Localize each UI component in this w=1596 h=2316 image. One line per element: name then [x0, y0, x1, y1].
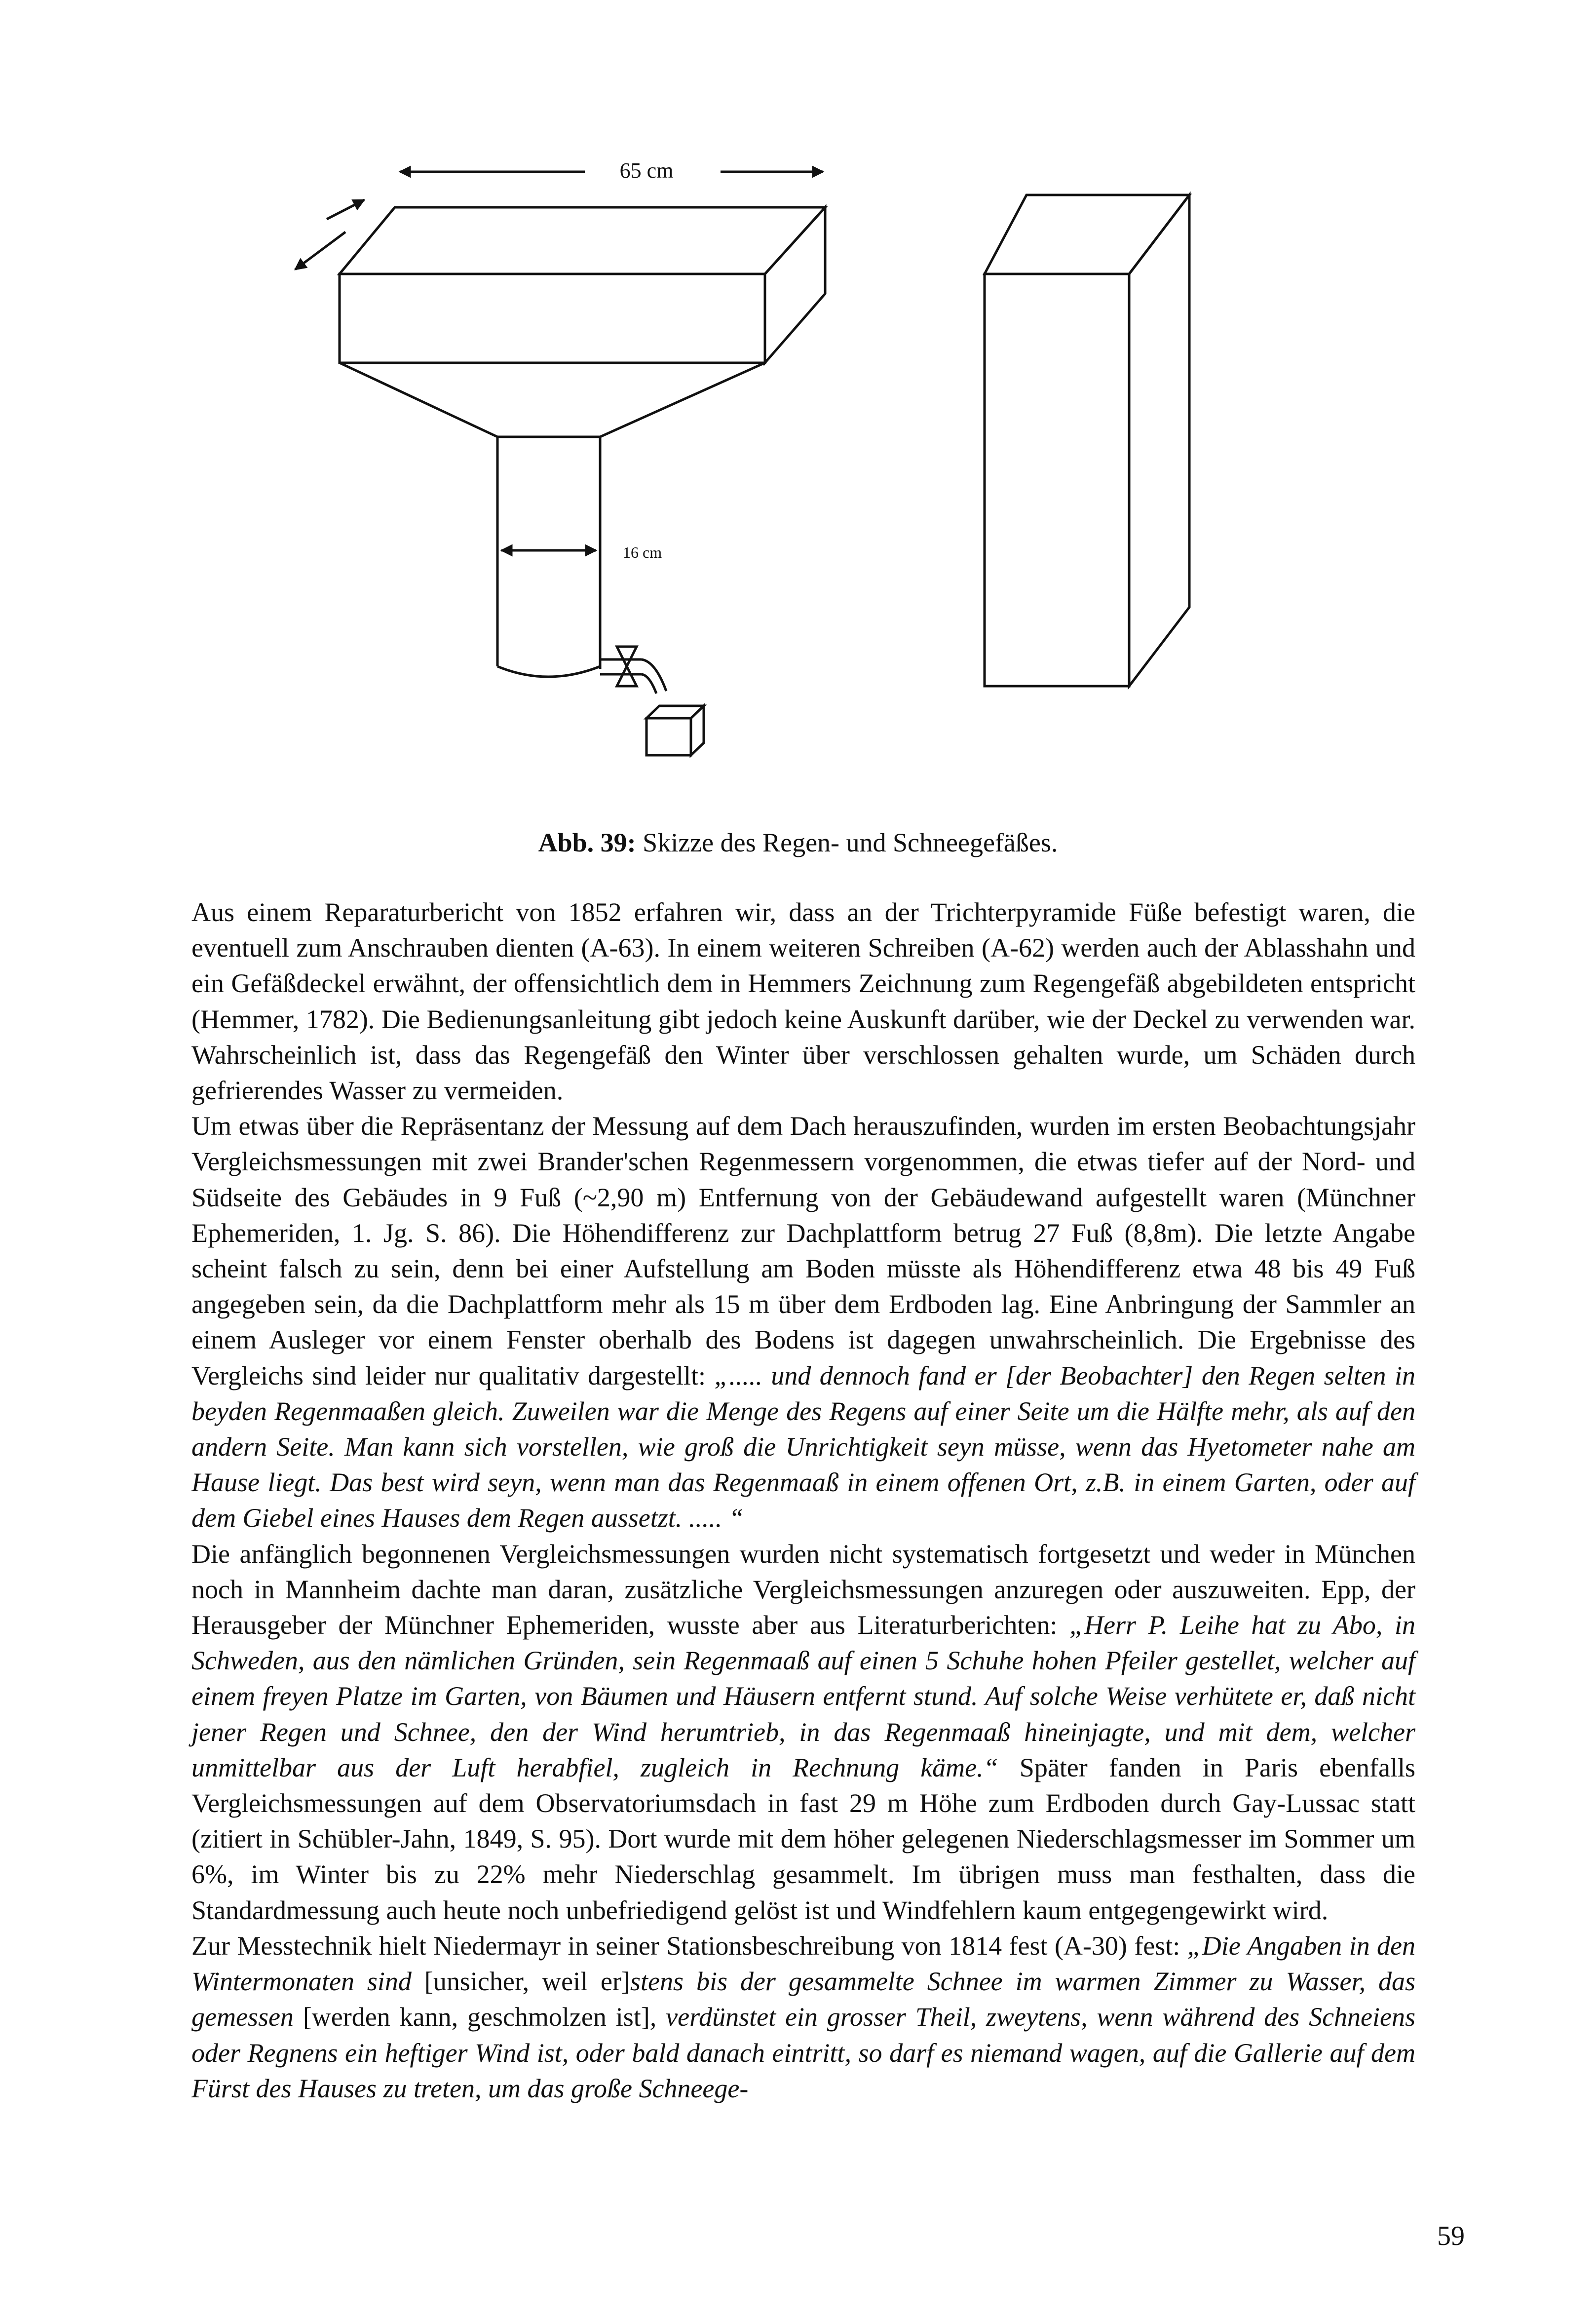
quote-text: , verdünstet ein grosser Theil, zweytens, wenn während des Schneiens oder Regnens ein heftiger Wind ist, oder bald danach eintritt, so darf es niemand wagen, auf die Gallerie auf dem Fürst des Hauses zu treten, um das große Schneege- [191, 2002, 1415, 2103]
valve-bottom [617, 666, 637, 686]
figure-caption-text: Skizze des Regen- und Schneegefäßes. [636, 828, 1058, 857]
collect-box-top [646, 706, 704, 718]
paragraph-p1 [191, 894, 1415, 1108]
depth-arrow [327, 200, 364, 219]
paragraph-text: Aus einem Reparaturbericht von 1852 erfahren wir, dass an der Trichterpyramide Füße befestigt waren, die eventuell zum Anschrauben dienten (A-63). In einem weiteren Schreiben (A-62) werden auch der Ablasshahn und ein Gefäßdeckel erwähnt, der offensichtlich dem in Hemmers Zeichnung zum Regengefäß abgebildeten entspricht (Hemmer, 1782). Die Bedienungsanleitung gibt jedoch keine Auskunft darüber, wie der Deckel zu verwenden war. Wahrscheinlich ist, dass das Regengefäß den Winter über verschlossen gehalten wurde, um Schäden durch gefrierendes Wasser zu vermeiden. [191, 897, 1415, 1106]
pipe-width-label: 16 cm [623, 543, 662, 561]
paragraph-text: Um etwas über die Repräsentanz der Messung auf dem Dach herauszufinden, wurden im ersten Beobachtungsjahr Vergleichsmessungen mit zwei Brander'schen Regenmessern vorgenommen, die etwas tiefer auf der Nord- und Südseite des Gebäudes in 9 Fuß (~2,90 m) Entfernung von der Gebäudewand aufgestellt waren (Münchner Ephemeriden, 1. Jg. S. 86). Die Höhendifferenz zur Dachplattform betrug 27 Fuß (8,8m). Die letzte Angabe scheint falsch zu sein, denn bei einer Aufstellung am Boden müsste als Höhendifferenz etwa 48 bis 49 Fuß angegeben sein, da die Dachplattform mehr als 15 m über dem Erdboden lag. Eine Anbringung der Sammler an einem Ausleger vor einem Fenster oberhalb des Bodens ist dagegen unwahrscheinlich. Die Ergebnisse des Vergleichs sind leider nur qualitativ dargestellt: [191, 1111, 1415, 1390]
paragraph-p3 [191, 1536, 1415, 1928]
body-text [191, 894, 1415, 2106]
funnel-box-top [340, 207, 825, 274]
paragraph-text: [werden kann, geschmolzen ist] [303, 2002, 650, 2032]
quote-text: „..... und dennoch fand er [der Beobachter] den Regen selten in beyden Regenmaaßen gleich. Zuweilen war die Menge des Regens auf einer Seite um die Hälfte mehr, als auf den andern Seite. Man kann sich vorstellen, wie groß die Unrichtigkeit seyn müsse, wenn das Hyetometer nahe am Hause liegt. Das best wird seyn, wenn man das Regenmaaß in einem offenen Ort, z.B. in einem Garten, oder auf dem Giebel eines Hauses dem Regen aussetzt. ..... “ [191, 1360, 1415, 1533]
figure-caption-label: Abb. 39: [538, 828, 636, 857]
paragraph-p2 [191, 1108, 1415, 1536]
collect-box-front [646, 718, 691, 755]
tall-container-side [1129, 195, 1189, 686]
paragraph-p4 [191, 1928, 1415, 2106]
width-label: 65 cm [619, 158, 674, 183]
page-number: 59 [1437, 2221, 1465, 2251]
tall-container-front [985, 274, 1129, 686]
pipe-bottom-curve [497, 666, 600, 677]
funnel-side-left [340, 363, 497, 437]
paragraph-text: [unsicher, weil er] [424, 1967, 630, 1997]
funnel-side-right [600, 363, 765, 437]
quote-text: stens bis der gesammelte Schnee im warmen Zimmer zu Wasser, das gemessen [191, 1967, 1415, 2032]
paragraph-text: Zur Messtechnik hielt Niedermayr in seiner Stationsbeschreibung von 1814 fest (A-30) fest: [191, 1930, 1187, 1961]
depth-arrow-lower [295, 232, 345, 270]
funnel-box-front [340, 274, 765, 363]
quote-text: „Die Angaben in den Wintermonaten sind [191, 1930, 1415, 1997]
paragraph-text: Später fanden in Paris ebenfalls Vergleichsmessungen auf dem Observatoriumsdach in fast 29 m Höhe zum Erdboden durch Gay-Lussac statt (zitiert in Schübler-Jahn, 1849, S. 95). Dort wurde mit dem höher gelegenen Niederschlagsmesser im Sommer um 6%, im Winter bis zu 22% mehr Niederschlag gesammelt. Im übrigen muss man festhalten, dass die Standardmessung auch heute noch unbefriedigend gelöst ist und Windfehlern kaum entgegengewirkt wird. [191, 1752, 1415, 1925]
paragraph-text: Die anfänglich begonnenen Vergleichsmessungen wurden nicht systematisch fortgesetzt und weder in München noch in Mannheim dachte man daran, zusätzliche Vergleichsmessungen anzuregen oder auszuweiten. Epp, der Herausgeber der Münchner Ephemeriden, wusste aber aus Literaturberichten: [191, 1539, 1415, 1640]
collect-box-side [691, 706, 704, 755]
figure-caption [0, 827, 1596, 859]
spout-inner [642, 674, 656, 694]
valve-top [617, 647, 637, 666]
funnel-box-side [765, 207, 825, 363]
quote-text: „Herr P. Leihe hat zu Abo, in Schweden, aus den nämlichen Gründen, sein Regenmaaß auf einen 5 Schuhe hohen Pfeiler gestellet, welcher auf einem freyen Platze im Garten, von Bäumen und Häusern entfernt stund. Auf solche Weise verhütete er, daß nicht jener Regen und Schnee, den der Wind herumtrieb, in das Regenmaaß hineinjagte, und mit dem, welcher unmittelbar aus der Luft herabfiel, zugleich in Rechnung käme.“ [191, 1610, 1416, 1782]
rain-snow-gauge-sketch [0, 0, 1596, 770]
